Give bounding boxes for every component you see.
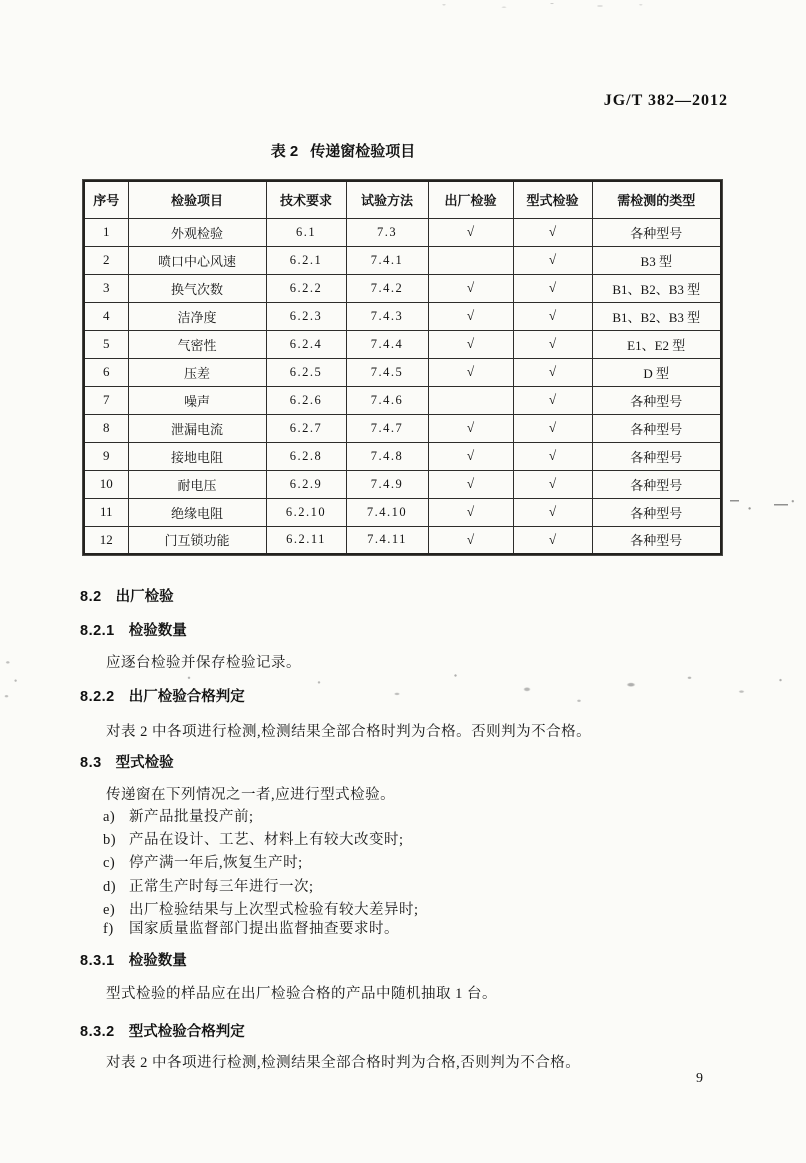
table-header-row [84, 181, 721, 218]
cell-type-check: √ [513, 386, 592, 414]
table-caption [83, 140, 603, 161]
section-heading-8-3 [80, 751, 174, 772]
paragraph-8-3: 传递窗在下列情况之一者,应进行型式检验。 [106, 787, 396, 803]
table-row [84, 442, 721, 470]
list-item-d [103, 875, 314, 896]
cell-seq: 10 [84, 470, 128, 498]
section-number: 8.2 [80, 589, 102, 605]
cell-type-check: √ [513, 302, 592, 330]
cell-type-check: √ [513, 274, 592, 302]
cell-tech: 6.2.2 [266, 274, 346, 302]
cell-tech: 6.2.11 [266, 526, 346, 554]
table-caption-title: 传递窗检验项目 [310, 143, 416, 160]
cell-type-check: √ [513, 442, 592, 470]
table-row [84, 218, 721, 246]
list-item-label: a) [103, 809, 116, 825]
section-heading-8-3-2 [80, 1020, 245, 1041]
list-item-label: f) [103, 921, 114, 937]
cell-tech: 6.2.10 [266, 498, 346, 526]
table-row [84, 414, 721, 442]
col-header-item: 检验项目 [128, 181, 266, 218]
paragraph-8-3-2: 对表 2 中各项进行检测,检测结果全部合格时判为合格,否则判为不合格。 [106, 1055, 581, 1071]
col-header-tech: 技术要求 [266, 181, 346, 218]
cell-tech: 6.2.3 [266, 302, 346, 330]
cell-seq: 3 [84, 274, 128, 302]
cell-method: 7.4.8 [346, 442, 428, 470]
list-item-label: c) [103, 855, 116, 871]
cell-factory-check: √ [428, 358, 513, 386]
cell-tech: 6.2.8 [266, 442, 346, 470]
cell-tech: 6.2.5 [266, 358, 346, 386]
section-title: 型式检验合格判定 [128, 1024, 245, 1040]
cell-seq: 5 [84, 330, 128, 358]
section-title: 型式检验 [115, 755, 174, 771]
cell-seq: 12 [84, 526, 128, 554]
section-heading-8-2-1 [80, 619, 187, 640]
cell-method: 7.4.5 [346, 358, 428, 386]
cell-factory-check: √ [428, 526, 513, 554]
cell-seq: 9 [84, 442, 128, 470]
cell-method: 7.4.2 [346, 274, 428, 302]
cell-method: 7.3 [346, 218, 428, 246]
section-number: 8.3.1 [80, 953, 115, 969]
table-row [84, 358, 721, 386]
cell-models: 各种型号 [592, 470, 721, 498]
table-row [84, 274, 721, 302]
cell-seq: 6 [84, 358, 128, 386]
cell-seq: 1 [84, 218, 128, 246]
cell-item: 噪声 [128, 386, 266, 414]
col-header-models: 需检测的类型 [592, 181, 721, 218]
cell-tech: 6.1 [266, 218, 346, 246]
cell-item: 泄漏电流 [128, 414, 266, 442]
cell-seq: 2 [84, 246, 128, 274]
scan-artifact [420, 0, 660, 12]
cell-item: 门互锁功能 [128, 526, 266, 554]
cell-method: 7.4.6 [346, 386, 428, 414]
list-item-label: e) [103, 902, 116, 918]
list-item-text: 出厂检验结果与上次型式检验有较大差异时; [129, 902, 419, 918]
cell-method: 7.4.3 [346, 302, 428, 330]
list-item-text: 新产品批量投产前; [129, 809, 254, 825]
cell-tech: 6.2.4 [266, 330, 346, 358]
cell-models: D 型 [592, 358, 721, 386]
inspection-table [83, 180, 722, 555]
cell-factory-check: √ [428, 330, 513, 358]
cell-item: 耐电压 [128, 470, 266, 498]
cell-item: 喷口中心风速 [128, 246, 266, 274]
cell-models: B1、B2、B3 型 [592, 302, 721, 330]
section-title: 出厂检验合格判定 [128, 689, 245, 705]
section-title: 检验数量 [128, 953, 187, 969]
section-title: 检验数量 [128, 623, 187, 639]
table-row [84, 330, 721, 358]
list-item-text: 国家质量监督部门提出监督抽查要求时。 [129, 921, 399, 937]
table-row [84, 498, 721, 526]
table-row [84, 246, 721, 274]
cell-method: 7.4.10 [346, 498, 428, 526]
cell-item: 气密性 [128, 330, 266, 358]
cell-seq: 11 [84, 498, 128, 526]
list-item-text: 停产满一年后,恢复生产时; [129, 855, 303, 871]
cell-tech: 6.2.6 [266, 386, 346, 414]
cell-factory-check: √ [428, 498, 513, 526]
list-item-e [103, 898, 419, 919]
doc-code: JG/T 382—2012 [603, 92, 728, 109]
cell-models: B1、B2、B3 型 [592, 274, 721, 302]
cell-type-check: √ [513, 498, 592, 526]
cell-tech: 6.2.7 [266, 414, 346, 442]
section-number: 8.2.1 [80, 623, 115, 639]
section-title: 出厂检验 [115, 589, 174, 605]
cell-type-check: √ [513, 526, 592, 554]
list-item-a [103, 805, 254, 826]
cell-type-check: √ [513, 358, 592, 386]
cell-models: E1、E2 型 [592, 330, 721, 358]
cell-type-check: √ [513, 246, 592, 274]
col-header-type: 型式检验 [513, 181, 592, 218]
section-number: 8.3.2 [80, 1024, 115, 1040]
cell-models: 各种型号 [592, 218, 721, 246]
cell-factory-check: √ [428, 470, 513, 498]
cell-method: 7.4.11 [346, 526, 428, 554]
cell-models: 各种型号 [592, 526, 721, 554]
cell-method: 7.4.9 [346, 470, 428, 498]
table-row [84, 386, 721, 414]
cell-method: 7.4.1 [346, 246, 428, 274]
cell-seq: 8 [84, 414, 128, 442]
col-header-factory: 出厂检验 [428, 181, 513, 218]
cell-factory-check [428, 386, 513, 414]
cell-tech: 6.2.1 [266, 246, 346, 274]
paragraph-8-2-2: 对表 2 中各项进行检测,检测结果全部合格时判为合格。否则判为不合格。 [106, 724, 592, 740]
list-item-label: b) [103, 832, 117, 848]
section-heading-8-2 [80, 585, 174, 606]
cell-type-check: √ [513, 414, 592, 442]
table-caption-label: 表 2 [270, 143, 299, 160]
scan-artifact [0, 652, 26, 704]
cell-models: 各种型号 [592, 442, 721, 470]
cell-seq: 4 [84, 302, 128, 330]
list-item-label: d) [103, 879, 117, 895]
cell-factory-check [428, 246, 513, 274]
scan-artifact [728, 494, 800, 518]
cell-item: 换气次数 [128, 274, 266, 302]
cell-type-check: √ [513, 470, 592, 498]
page-number: 9 [696, 1071, 703, 1086]
cell-factory-check: √ [428, 302, 513, 330]
cell-item: 洁净度 [128, 302, 266, 330]
table-row [84, 470, 721, 498]
cell-method: 7.4.7 [346, 414, 428, 442]
cell-item: 绝缘电阻 [128, 498, 266, 526]
section-heading-8-2-2 [80, 685, 245, 706]
cell-type-check: √ [513, 330, 592, 358]
list-item-c [103, 851, 303, 872]
cell-factory-check: √ [428, 218, 513, 246]
cell-models: 各种型号 [592, 386, 721, 414]
cell-item: 外观检验 [128, 218, 266, 246]
paragraph-8-2-1: 应逐台检验并保存检验记录。 [106, 655, 301, 671]
table-row [84, 302, 721, 330]
cell-factory-check: √ [428, 274, 513, 302]
list-item-text: 产品在设计、工艺、材料上有较大改变时; [129, 832, 404, 848]
col-header-method: 试验方法 [346, 181, 428, 218]
list-item-f [103, 917, 399, 938]
section-number: 8.2.2 [80, 689, 115, 705]
cell-tech: 6.2.9 [266, 470, 346, 498]
cell-item: 压差 [128, 358, 266, 386]
cell-seq: 7 [84, 386, 128, 414]
section-number: 8.3 [80, 755, 102, 771]
list-item-text: 正常生产时每三年进行一次; [129, 879, 314, 895]
cell-models: 各种型号 [592, 414, 721, 442]
col-header-seq: 序号 [84, 181, 128, 218]
cell-type-check: √ [513, 218, 592, 246]
cell-factory-check: √ [428, 442, 513, 470]
paragraph-8-3-1: 型式检验的样品应在出厂检验合格的产品中随机抽取 1 台。 [106, 986, 497, 1002]
cell-factory-check: √ [428, 414, 513, 442]
cell-item: 接地电阻 [128, 442, 266, 470]
cell-models: B3 型 [592, 246, 721, 274]
section-heading-8-3-1 [80, 949, 187, 970]
cell-method: 7.4.4 [346, 330, 428, 358]
table-row [84, 526, 721, 554]
list-item-b [103, 828, 404, 849]
cell-models: 各种型号 [592, 498, 721, 526]
